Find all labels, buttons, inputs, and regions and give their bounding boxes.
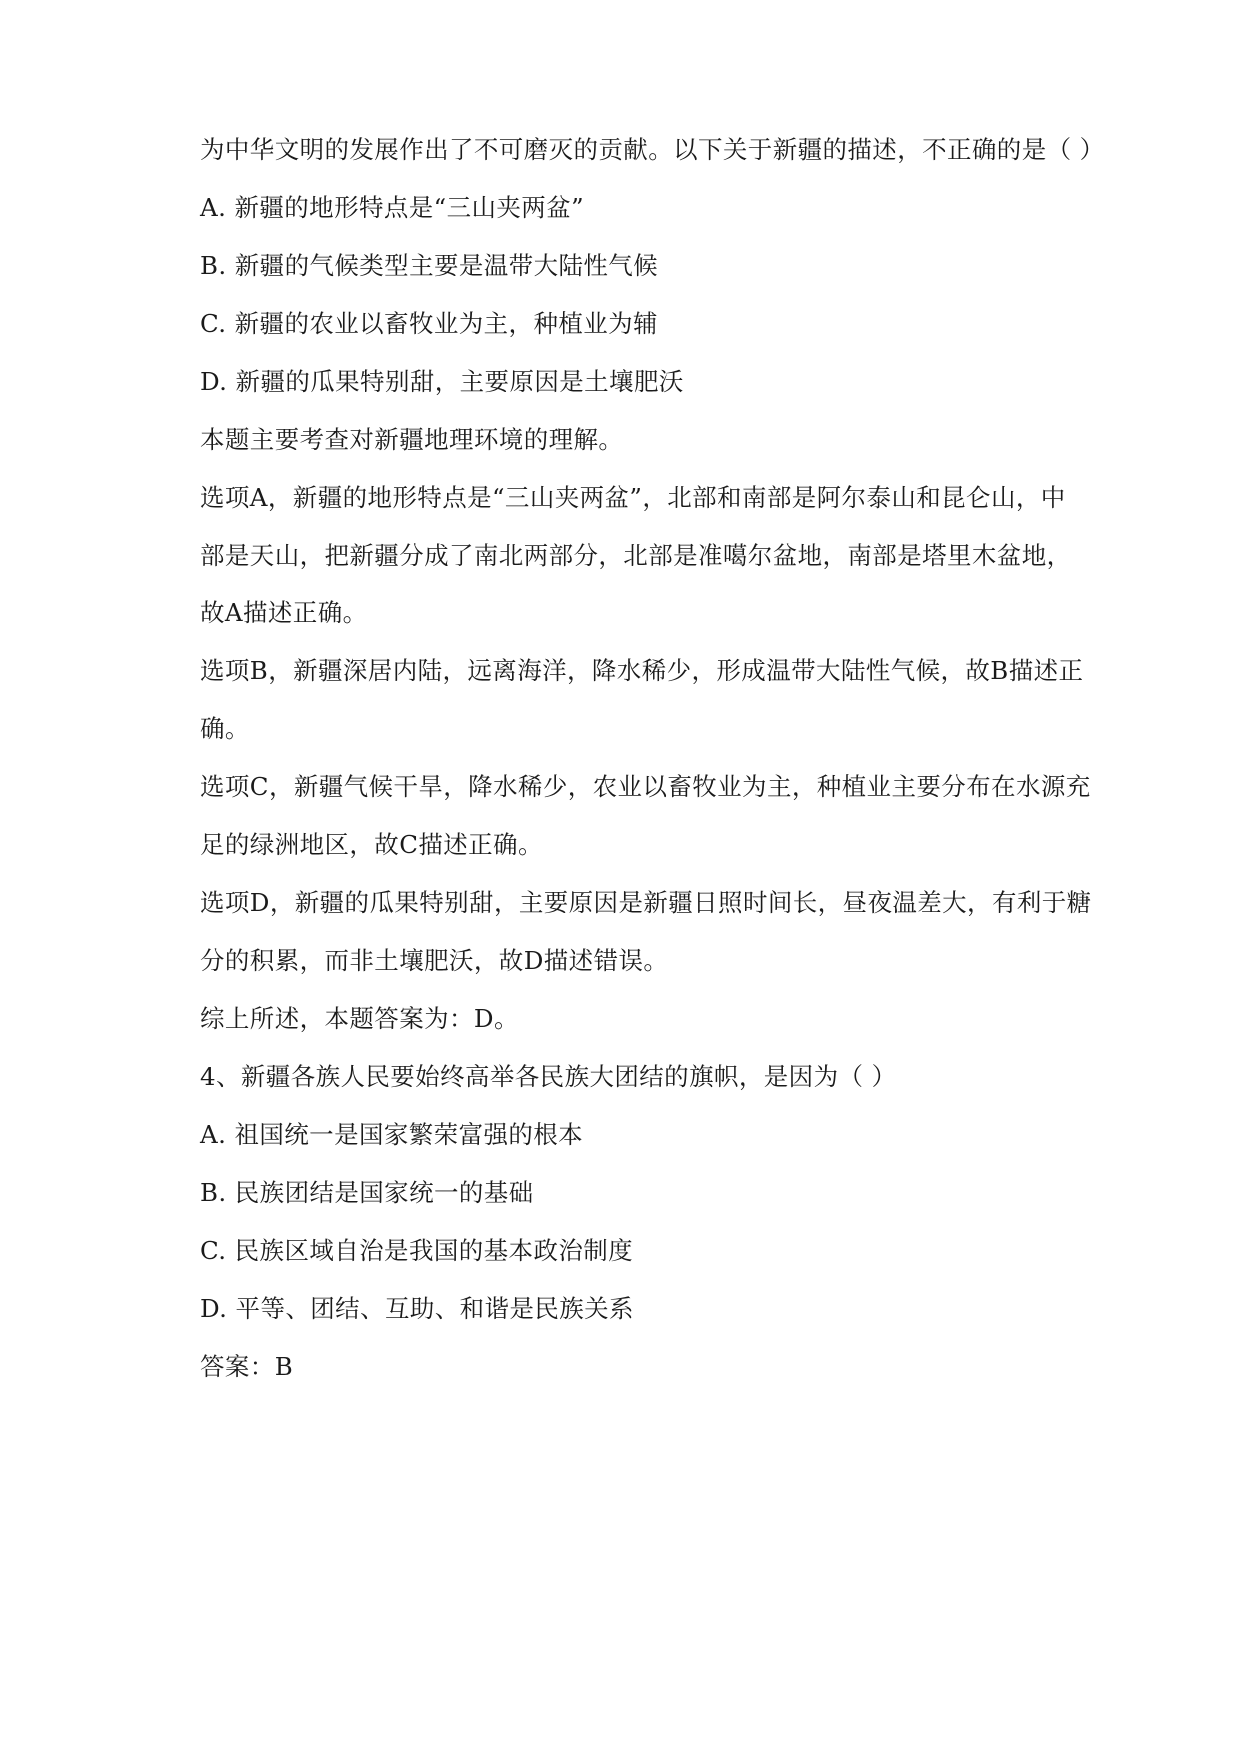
q3-option-d: D. 新疆的瓜果特别甜，主要原因是土壤肥沃 xyxy=(200,367,684,396)
q3-analysis-a-line2: 部是天山，把新疆分成了南北两部分，北部是准噶尔盆地，南部是塔里木盆地， xyxy=(200,541,1072,570)
q3-analysis-intro: 本题主要考查对新疆地理环境的理解。 xyxy=(200,425,624,454)
q3-conclusion: 综上所述，本题答案为：D。 xyxy=(200,1004,519,1033)
q3-analysis-a-line1: 选项A，新疆的地形特点是“三山夹两盆”，北部和南部是阿尔泰山和昆仑山，中 xyxy=(200,483,1066,512)
q4-option-d: D. 平等、团结、互助、和谐是民族关系 xyxy=(200,1294,634,1323)
q3-analysis-d-line2: 分的积累，而非土壤肥沃，故D描述错误。 xyxy=(200,946,669,975)
q3-analysis-c-line2: 足的绿洲地区，故C描述正确。 xyxy=(200,830,543,859)
q3-stem-continued: 为中华文明的发展作出了不可磨灭的贡献。以下关于新疆的描述，不正确的是（ ） xyxy=(200,135,1105,164)
q4-option-b: B. 民族团结是国家统一的基础 xyxy=(200,1178,534,1207)
q3-option-a: A. 新疆的地形特点是“三山夹两盆” xyxy=(200,193,585,222)
q4-answer: 答案：B xyxy=(200,1352,294,1381)
q4-option-a: A. 祖国统一是国家繁荣富强的根本 xyxy=(200,1120,584,1149)
q3-analysis-c-line1: 选项C，新疆气候干旱，降水稀少，农业以畜牧业为主，种植业主要分布在水源充 xyxy=(200,772,1091,801)
q3-analysis-d-line1: 选项D，新疆的瓜果特别甜，主要原因是新疆日照时间长，昼夜温差大，有利于糖 xyxy=(200,888,1092,917)
q3-analysis-b-line2: 确。 xyxy=(200,714,250,743)
q4-stem: 4、新疆各族人民要始终高举各民族大团结的旗帜，是因为（ ） xyxy=(200,1062,897,1091)
q3-analysis-a-line3: 故A描述正确。 xyxy=(200,598,368,627)
q4-option-c: C. 民族区域自治是我国的基本政治制度 xyxy=(200,1236,634,1265)
q3-option-c: C. 新疆的农业以畜牧业为主，种植业为辅 xyxy=(200,309,658,338)
q3-analysis-b-line1: 选项B，新疆深居内陆，远离海洋，降水稀少，形成温带大陆性气候，故B描述正 xyxy=(200,656,1084,685)
q3-option-b: B. 新疆的气候类型主要是温带大陆性气候 xyxy=(200,251,659,280)
